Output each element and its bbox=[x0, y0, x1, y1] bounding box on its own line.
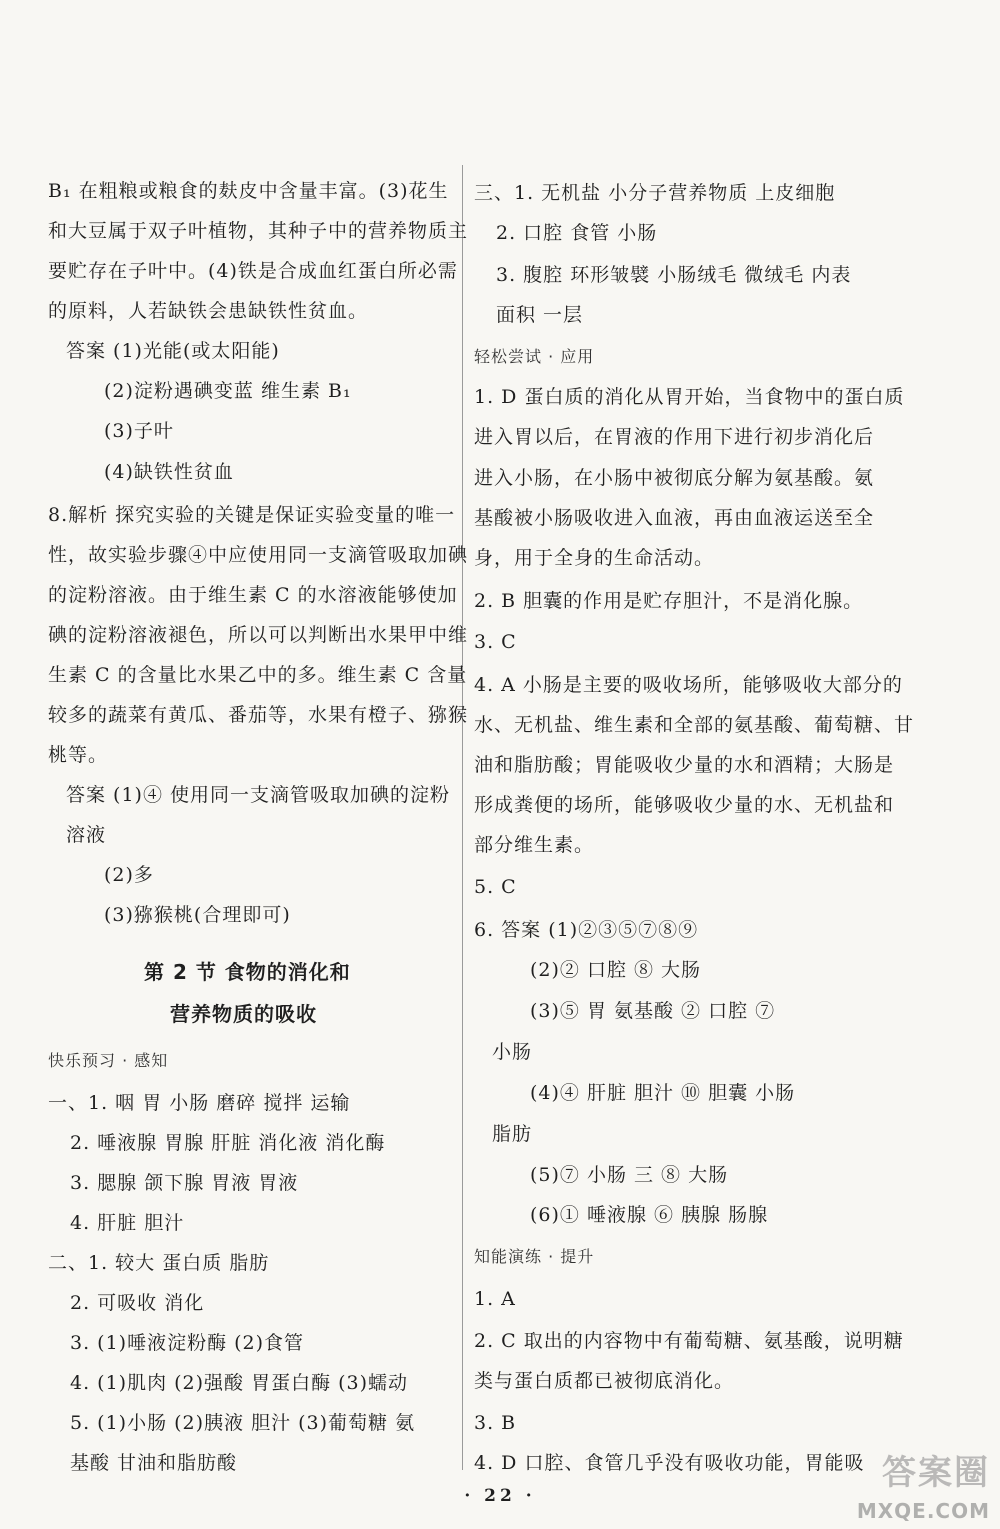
text-line: 类与蛋白质都已被彻底消化。 bbox=[474, 1370, 735, 1392]
question-line: 6. 答案 (1)②③⑤⑦⑧⑨ bbox=[474, 919, 699, 941]
answer-line: (5)⑦ 小肠 三 ⑧ 大肠 bbox=[530, 1164, 729, 1186]
answer-line: 溶液 bbox=[66, 824, 107, 846]
answer-line: (3)子叶 bbox=[104, 420, 174, 442]
answer-line: 一、1. 咽 胃 小肠 磨碎 搅拌 运输 bbox=[48, 1092, 351, 1114]
answer-line: (2)淀粉遇碘变蓝 维生素 B₁ bbox=[104, 380, 352, 402]
answer-line: 3. 腹腔 环形皱襞 小肠绒毛 微绒毛 内表 bbox=[496, 264, 852, 286]
text-line: 桃等。 bbox=[48, 744, 109, 766]
text-line: B₁ 在粗粮或粮食的麸皮中含量丰富。(3)花生 bbox=[48, 180, 449, 202]
section-title: 营养物质的吸收 bbox=[170, 1002, 317, 1026]
answer-line: 3. 腮腺 颌下腺 胃液 胃液 bbox=[70, 1172, 299, 1194]
answer-line: (3)⑤ 胃 氨基酸 ② 口腔 ⑦ bbox=[530, 1000, 776, 1022]
text-line: 要贮存在子叶中。(4)铁是合成血红蛋白所必需 bbox=[48, 260, 458, 282]
text-line: 油和脂肪酸；胃能吸收少量的水和酒精；大肠是 bbox=[474, 754, 895, 776]
subsection-heading: 知能演练 · 提升 bbox=[474, 1247, 595, 1266]
question-line: 1. A bbox=[474, 1288, 516, 1310]
text-line: 的淀粉溶液。由于维生素 C 的水溶液能够使加 bbox=[48, 584, 458, 606]
text-line: 部分维生素。 bbox=[474, 834, 595, 856]
answer-line: (3)猕猴桃(合理即可) bbox=[104, 904, 291, 926]
question-line: 3. B bbox=[474, 1412, 517, 1434]
answer-line: 4. 肝脏 胆汁 bbox=[70, 1212, 185, 1234]
answer-line: 答案 (1)光能(或太阳能) bbox=[66, 340, 280, 362]
subsection-heading: 快乐预习 · 感知 bbox=[48, 1051, 169, 1070]
page-number: · 22 · bbox=[464, 1486, 536, 1506]
text-line: 性，故实验步骤④中应使用同一支滴管吸取加碘 bbox=[48, 544, 469, 566]
text-line: 进入小肠，在小肠中被彻底分解为氨基酸。氨 bbox=[474, 467, 875, 489]
text-line: 水、无机盐、维生素和全部的氨基酸、葡萄糖、甘 bbox=[474, 714, 915, 736]
answer-line: 2. 口腔 食管 小肠 bbox=[496, 222, 658, 244]
answer-line: 二、1. 较大 蛋白质 脂肪 bbox=[48, 1252, 270, 1274]
question-line: 2. B 胆囊的作用是贮存胆汁，不是消化腺。 bbox=[474, 590, 864, 612]
watermark-logo: 答案圈 bbox=[882, 1453, 990, 1493]
answer-line: (2)多 bbox=[104, 864, 154, 886]
answer-line: 面积 一层 bbox=[496, 304, 584, 326]
section-title: 第 2 节 食物的消化和 bbox=[144, 960, 351, 984]
answer-line: 小肠 bbox=[492, 1041, 533, 1063]
answer-line: (2)② 口腔 ⑧ 大肠 bbox=[530, 959, 702, 981]
text-line: 和大豆属于双子叶植物，其种子中的营养物质主 bbox=[48, 220, 469, 242]
question-line: 5. C bbox=[474, 876, 517, 898]
subsection-heading: 轻松尝试 · 应用 bbox=[474, 347, 595, 366]
question-line: 4. D 口腔、食管几乎没有吸收功能，胃能吸 bbox=[474, 1452, 865, 1474]
question-line: 3. C bbox=[474, 631, 517, 653]
answer-line: 基酸 甘油和脂肪酸 bbox=[70, 1452, 238, 1474]
text-line: 身，用于全身的生命活动。 bbox=[474, 547, 715, 569]
text-line: 碘的淀粉溶液褪色，所以可以判断出水果甲中维 bbox=[48, 624, 469, 646]
text-line: 进入胃以后，在胃液的作用下进行初步消化后 bbox=[474, 426, 875, 448]
answer-line: 2. 可吸收 消化 bbox=[70, 1292, 205, 1314]
column-divider bbox=[462, 165, 463, 1470]
question-line: 4. A 小肠是主要的吸收场所，能够吸收大部分的 bbox=[474, 674, 903, 696]
answer-line: (6)① 唾液腺 ⑥ 胰腺 肠腺 bbox=[530, 1204, 769, 1226]
question-line: 2. C 取出的内容物中有葡萄糖、氨基酸，说明糖 bbox=[474, 1330, 904, 1352]
answer-line: 4. (1)肌肉 (2)强酸 胃蛋白酶 (3)蠕动 bbox=[70, 1372, 409, 1394]
answer-line: (4)缺铁性贫血 bbox=[104, 461, 234, 483]
answer-line: 脂肪 bbox=[492, 1123, 533, 1145]
text-line: 形成粪便的场所，能够吸收少量的水、无机盐和 bbox=[474, 794, 895, 816]
text-line: 较多的蔬菜有黄瓜、番茄等，水果有橙子、猕猴 bbox=[48, 704, 469, 726]
answer-line: 3. (1)唾液淀粉酶 (2)食管 bbox=[70, 1332, 305, 1354]
text-line: 生素 C 的含量比水果乙中的多。维生素 C 含量 bbox=[48, 664, 468, 686]
question-line: 1. D 蛋白质的消化从胃开始，当食物中的蛋白质 bbox=[474, 386, 905, 408]
watermark-site: MXQE.COM bbox=[856, 1499, 990, 1523]
answer-line: 答案 (1)④ 使用同一支滴管吸取加碘的淀粉 bbox=[66, 784, 450, 806]
text-line: 的原料，人若缺铁会患缺铁性贫血。 bbox=[48, 300, 369, 322]
answer-line: 三、1. 无机盐 小分子营养物质 上皮细胞 bbox=[474, 182, 836, 204]
watermark bbox=[838, 1445, 996, 1527]
answer-line: (4)④ 肝脏 胆汁 ⑩ 胆囊 小肠 bbox=[530, 1082, 796, 1104]
text-line: 基酸被小肠吸收进入血液，再由血液运送至全 bbox=[474, 507, 875, 529]
answer-line: 2. 唾液腺 胃腺 肝脏 消化液 消化酶 bbox=[70, 1132, 386, 1154]
question-line: 8.解析 探究实验的关键是保证实验变量的唯一 bbox=[48, 504, 456, 526]
answer-line: 5. (1)小肠 (2)胰液 胆汁 (3)葡萄糖 氨 bbox=[70, 1412, 416, 1434]
